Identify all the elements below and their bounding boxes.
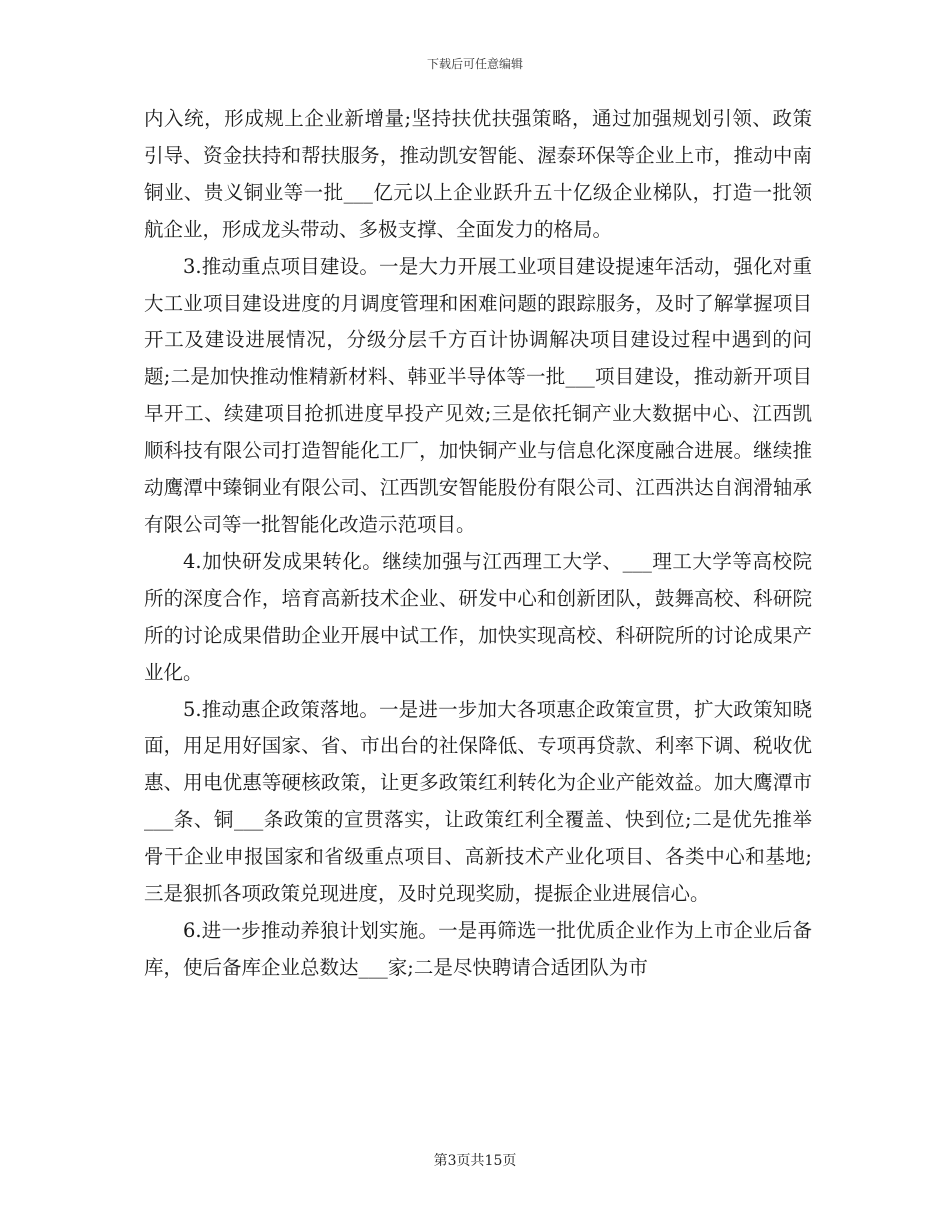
paragraph-item-5: 5.推动惠企政策落地。一是进一步加大各项惠企政策宣贯，扩大政策知晓面，用足用好国家、省、市出台的社保降低、专项再贷款、利率下调、税收优惠、用电优惠等硬核政策，让更多政策红利转化为企业产能效益。加大鹰潭市___条、铜___条政策的宣贯落实，让政策红利全覆盖、快到位;二是优先推举骨干企业申报国家和省级重点项目、高新技术产业化项目、各类中心和基地;三是狠抓各项政策兑现进度，及时兑现奖励，提振企业进展信心。 bbox=[144, 697, 812, 906]
paragraph-item-3: 3.推动重点项目建设。一是大力开展工业项目建设提速年活动，强化对重大工业项目建设进度的月调度管理和困难问题的跟踪服务，及时了解掌握项目开工及建设进展情况，分级分层千方百计协调解决项目建设过程中遇到的问题;二是加快推动惟精新材料、韩亚半导体等一批___项目建设，推动新开项目早开工、续建项目抢抓进度早投产见效;三是依托铜产业大数据中心、江西凯顺科技有限公司打造智能化工厂，加快铜产业与信息化深度融合进展。继续推动鹰潭中臻铜业有限公司、江西凯安智能股份有限公司、江西洪达自润滑轴承有限公司等一批智能化改造示范项目。 bbox=[144, 254, 812, 536]
page-header: 下载后可任意编辑 bbox=[426, 57, 523, 71]
paragraph-item-4: 4.加快研发成果转化。继续加强与江西理工大学、___理工大学等高校院所的深度合作，培育高新技术企业、研发中心和创新团队，鼓舞高校、科研院所的讨论成果借助企业开展中试工作，加快实现高校、科研院所的讨论成果产业化。 bbox=[144, 549, 812, 684]
paragraph-continuation: 内入统，形成规上企业新增量;坚持扶优扶强策略，通过加强规划引领、政策引导、资金扶持和帮扶服务，推动凯安智能、渥泰环保等企业上市，推动中南铜业、贵义铜业等一批___亿元以上企业跃升五十亿级企业梯队，打造一批领航企业，形成龙头带动、多极支撑、全面发力的格局。 bbox=[144, 107, 812, 241]
page-number: 第3页共15页 bbox=[433, 1153, 517, 1169]
paragraph-item-6: 6.进一步推动养狼计划实施。一是再筛选一批优质企业作为上市企业后备库，使后备库企业总数达___家;二是尽快聘请合适团队为市 bbox=[144, 918, 812, 979]
document-body bbox=[144, 101, 812, 987]
